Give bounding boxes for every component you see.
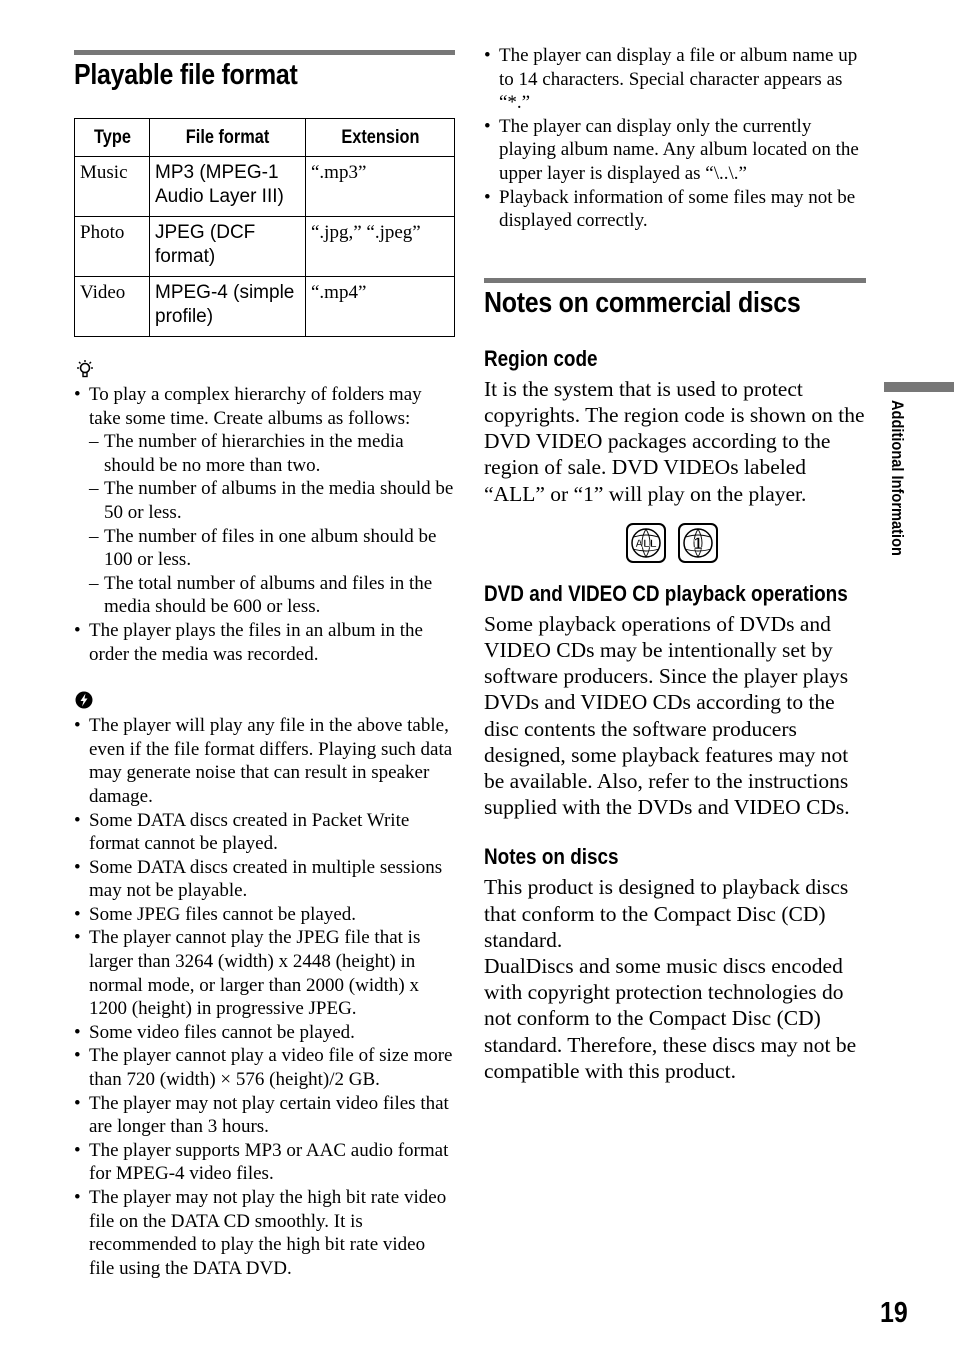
list-item: • The player can display only the currently playing album name. Any album located on the upper layer is displayed as “\..\.” [484, 115, 866, 186]
list-item: • Some DATA discs created in multiple sessions may not be playable. [74, 856, 455, 903]
list-item: – The number of files in one album should be 100 or less. [89, 525, 455, 572]
list-item: • The player will play any file in the above table, even if the file format differs. Playing such data may generate noise that can result in speaker damage. [74, 714, 455, 808]
table-row [75, 217, 455, 277]
list-item: • Some JPEG files cannot be played. [74, 903, 455, 927]
right-column [484, 44, 866, 1084]
section-rule [74, 50, 455, 92]
left-column [74, 50, 455, 1280]
heading-notes-on-discs: Notes on discs [484, 844, 619, 870]
svg-text:ALL: ALL [635, 537, 657, 550]
region-code-text: It is the system that is used to protect copyrights. The region code is shown on the DVD VIDEO packages according to the region of sale. DVD VIDEOs labeled “ALL” or “1” will play on the player. [484, 376, 865, 506]
table-cell-type: Photo [75, 217, 150, 277]
list-item: • The player cannot play a video file of size more than 720 (width) × 576 (height)/2 GB. [74, 1044, 455, 1091]
list-item: • The player can display a file or album name up to 14 characters. Special character appears as “*.” [484, 44, 866, 115]
list-item: – The total number of albums and files in the media should be 600 or less. [89, 572, 455, 619]
notes-on-discs-text-2: DualDiscs and some music discs encoded with copyright protection technologies do not conform to the Compact Disc (CD) standard. Therefore, these discs may not be compatible with this product. [484, 954, 857, 1083]
table-cell-extension: “.mp4” [306, 277, 455, 337]
table-header-file-format: File format [150, 119, 306, 157]
notes-on-discs-text-1: This product is designed to playback discs that conform to the Compact Disc (CD) standard. [484, 875, 849, 952]
caution-list [74, 714, 455, 1280]
list-item: • Some DATA discs created in Packet Write format cannot be played. [74, 809, 455, 856]
page-title-playable-file-format: Playable file format [74, 59, 298, 91]
table-row [75, 277, 455, 337]
table-cell-type: Video [75, 277, 150, 337]
table-cell-extension: “.mp3” [306, 157, 455, 217]
section-rule [484, 278, 866, 320]
list-item: – The number of hierarchies in the media should be no more than two. [89, 430, 455, 477]
side-tab-marker [884, 382, 954, 392]
table-header-type: Type [75, 119, 150, 157]
list-item: • The player cannot play the JPEG file that is larger than 3264 (width) x 2448 (height) in normal mode, or larger than 2000 (width) x 1200 (height) in progressive JPEG. [74, 926, 455, 1020]
table-cell-format: MP3 (MPEG-1 Audio Layer III) [150, 157, 306, 217]
dvd-operations-text: Some playback operations of DVDs and VIDEO CDs may be intentionally set by software producers. Since the player plays DVDs and VIDEO CDs according to the disc contents the software producers designed, some playback features may not be available. Also, refer to the instructions supplied with the DVDs and VIDEO CDs. [484, 611, 850, 820]
table-cell-format: JPEG (DCF format) [150, 217, 306, 277]
list-item: • The player may not play certain video files that are longer than 3 hours. [74, 1092, 455, 1139]
hint-sub-list [89, 430, 455, 619]
table-header-extension: Extension [306, 119, 455, 157]
caution-icon [74, 690, 96, 712]
table-cell-extension: “.jpg,” “.jpeg” [306, 217, 455, 277]
file-format-table [74, 118, 455, 337]
list-item: – The number of albums in the media should be 50 or less. [89, 477, 455, 524]
heading-region-code: Region code [484, 345, 598, 371]
table-cell-type: Music [75, 157, 150, 217]
table-header-row [75, 119, 455, 157]
list-item: • The player plays the files in an album in the order the media was recorded. [74, 619, 455, 666]
region-1-icon [678, 523, 718, 563]
list-item: • The player supports MP3 or AAC audio format for MPEG-4 video files. [74, 1139, 455, 1186]
table-row [75, 157, 455, 217]
page-number: 19 [880, 1297, 908, 1329]
svg-text:1: 1 [693, 533, 703, 553]
section-title-commercial-discs: Notes on commercial discs [484, 286, 801, 319]
list-item: • To play a complex hierarchy of folders may take some time. Create albums as follows: – The number of hierarchies in the media should be no more than two. – The number of albums in the media should be 50 or less. – The number of files in one album should be 100 or less. – The total number of albums and files in the media should be 600 or less. [74, 383, 455, 619]
side-section-label: Additional Information [888, 400, 907, 556]
region-all-icon [626, 523, 666, 563]
hint-bulb-icon [74, 359, 96, 381]
list-item: • The player may not play the high bit rate video file on the DATA CD smoothly. It is recommended to play the high bit rate video file using the DATA DVD. [74, 1186, 455, 1280]
hint-list [74, 383, 455, 666]
list-item: • Some video files cannot be played. [74, 1021, 455, 1045]
file-name-notes-list [484, 44, 866, 233]
table-cell-format: MPEG-4 (simple profile) [150, 277, 306, 337]
list-item: • Playback information of some files may not be displayed correctly. [484, 186, 866, 233]
heading-dvd-video-cd-operations: DVD and VIDEO CD playback operations [484, 580, 848, 606]
region-logos [626, 523, 866, 563]
